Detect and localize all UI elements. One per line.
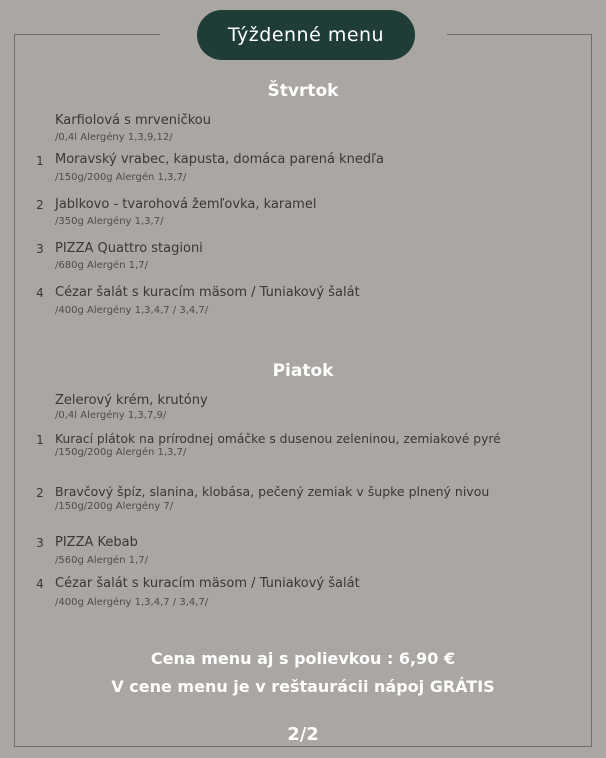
item-detail: /680g Alergén 1,7/: [55, 260, 148, 271]
item-name: Zelerový krém, krutóny: [55, 393, 208, 408]
price-line: Cena menu aj s polievkou : 6,90 €: [150, 649, 456, 668]
item-name: Karfiolová s mrveničkou: [55, 113, 211, 128]
drink-line: V cene menu je v reštaurácii nápoj GRÁTIS: [111, 677, 495, 696]
item-detail: /150g/200g Alergén 1,3,7/: [55, 172, 187, 183]
item-name: Bravčový špíz, slanina, klobása, pečený zemiak v šupke plnený nivou: [55, 484, 490, 499]
item-number: 4: [36, 577, 44, 591]
item-number: 2: [36, 198, 44, 212]
item-detail: /400g Alergény 1,3,4,7 / 3,4,7/: [55, 597, 209, 608]
item-number: 3: [36, 242, 44, 256]
item-detail: /560g Alergén 1,7/: [55, 555, 148, 566]
day-heading-friday: Piatok: [272, 361, 334, 381]
item-number: 4: [36, 286, 44, 300]
item-name: PIZZA Quattro stagioni: [55, 241, 203, 256]
item-detail: /400g Alergény 1,3,4,7 / 3,4,7/: [55, 305, 209, 316]
item-detail: /150g/200g Alergén 1,3,7/: [55, 447, 187, 458]
item-name: Cézar šalát s kuracím mäsom / Tuniakový šalát: [55, 285, 360, 300]
item-number: 2: [36, 486, 44, 500]
item-name: Moravský vrabec, kapusta, domáca parená knedľa: [55, 152, 384, 167]
item-number: 1: [36, 154, 44, 168]
item-number: 3: [36, 536, 44, 550]
item-detail: /0,4l Alergény 1,3,7,9/: [55, 410, 167, 421]
item-number: 1: [36, 433, 44, 447]
item-detail: /0,4l Alergény 1,3,9,12/: [55, 132, 173, 143]
item-name: PIZZA Kebab: [55, 535, 138, 550]
frame-top-left-line: [14, 34, 160, 35]
page-number: 2/2: [287, 724, 319, 745]
item-detail: /150g/200g Alergény 7/: [55, 501, 174, 512]
item-name: Cézar šalát s kuracím mäsom / Tuniakový šalát: [55, 576, 360, 591]
item-name: Kurací plátok na prírodnej omáčke s dusenou zeleninou, zemiakové pyré: [55, 432, 501, 446]
item-detail: /350g Alergény 1,3,7/: [55, 216, 164, 227]
item-name: Jablkovo - tvarohová žemľovka, karamel: [55, 197, 317, 212]
menu-title: Týždenné menu: [197, 10, 415, 60]
day-heading-thursday: Štvrtok: [267, 81, 339, 101]
frame-top-right-line: [447, 34, 591, 35]
